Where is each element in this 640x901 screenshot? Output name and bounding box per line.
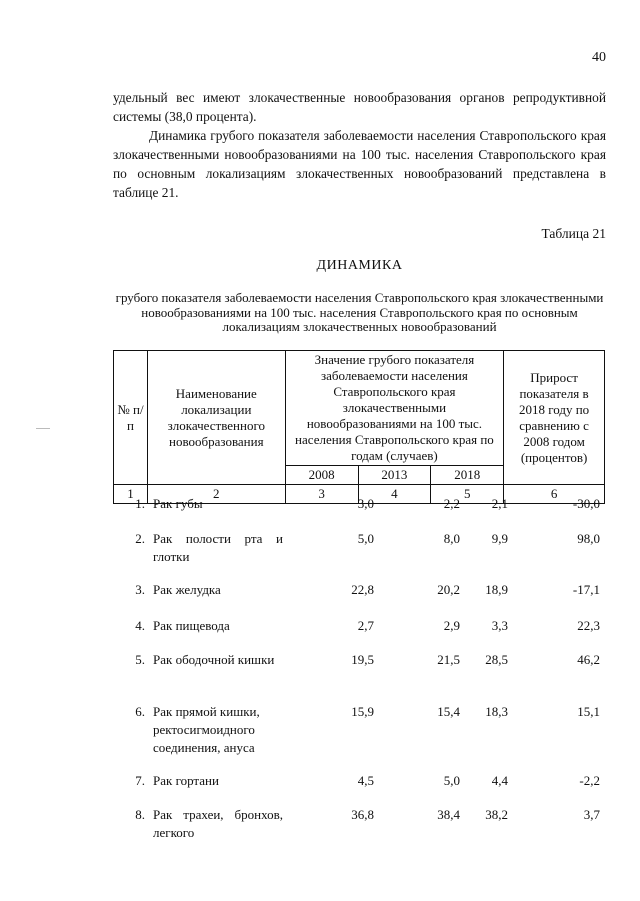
table-heading: ДИНАМИКА	[316, 258, 403, 273]
row-value-2013: 2,2	[443, 496, 460, 511]
row-value-2013: 21,5	[437, 652, 460, 667]
paragraph-1: удельный вес имеют злокачественные новообразования органов репродуктивной системы (38,0 процента).	[113, 90, 606, 124]
row-value-2018: 9,9	[491, 531, 508, 546]
row-value-2013: 8,0	[443, 531, 460, 546]
row-value-2018: 28,5	[485, 652, 508, 667]
row-value-2013: 20,2	[437, 582, 460, 597]
row-growth: 22,3	[577, 618, 600, 633]
row-growth: 98,0	[577, 531, 600, 546]
row-name: Рак желудка	[153, 582, 221, 597]
row-value-2013: 5,0	[443, 773, 460, 788]
header-value: Значение грубого показателя заболеваемости населения Ставропольского края злокачественными новообразованиями на 100 тыс. населения Ставропольского края по годам (случаев)	[285, 351, 503, 466]
margin-mark	[36, 428, 50, 429]
row-name: Рак полости рта и глотки	[153, 531, 283, 564]
header-year: 2008	[285, 466, 358, 485]
row-number: 7.	[135, 773, 145, 788]
row-value-2018: 3,3	[491, 618, 508, 633]
row-value-2008: 2,7	[357, 618, 374, 633]
row-name: Рак прямой кишки, ректосигмоидного соединения, ануса	[153, 704, 260, 755]
row-number: 4.	[135, 618, 145, 633]
row-value-2008: 15,9	[351, 704, 374, 719]
page-number: 40	[592, 50, 606, 65]
col-number: 4	[358, 485, 431, 504]
row-value-2018: 2,1	[491, 496, 508, 511]
row-growth: -30,0	[572, 496, 600, 511]
header-num: № п/п	[114, 351, 148, 485]
row-number: 2.	[135, 531, 145, 546]
row-value-2018: 18,3	[485, 704, 508, 719]
row-growth: 15,1	[577, 704, 600, 719]
paragraph-2-text: Динамика грубого показателя заболеваемости населения Ставропольского края злокачественными новообразованиями на 100 тыс. населения Ставропольского края по основным локализациям злокачественных новообразований представлена в таблице 21.	[113, 128, 606, 200]
col-number: 2	[147, 485, 285, 504]
row-growth: -2,2	[579, 773, 600, 788]
row-number: 3.	[135, 582, 145, 597]
row-name: Рак гортани	[153, 773, 219, 788]
row-name: Рак губы	[153, 496, 203, 511]
row-name: Рак трахеи, бронхов, легкого	[153, 807, 283, 840]
row-number: 8.	[135, 807, 145, 822]
row-value-2008: 22,8	[351, 582, 374, 597]
header-growth: Прирост показателя в 2018 году по сравнению с 2008 годом (процентов)	[504, 351, 605, 485]
row-value-2008: 36,8	[351, 807, 374, 822]
col-number: 6	[504, 485, 605, 504]
paragraph-2	[113, 126, 606, 202]
row-name: Рак пищевода	[153, 618, 230, 633]
row-number: 6.	[135, 704, 145, 719]
row-growth: 3,7	[583, 807, 600, 822]
header-year: 2013	[358, 466, 431, 485]
row-value-2018: 38,2	[485, 807, 508, 822]
col-number: 5	[431, 485, 504, 504]
table-header	[113, 350, 605, 504]
table-number: Таблица 21	[541, 226, 606, 241]
row-value-2008: 19,5	[351, 652, 374, 667]
row-value-2013: 15,4	[437, 704, 460, 719]
row-growth: -17,1	[572, 582, 600, 597]
col-number: 1	[114, 485, 148, 504]
row-number: 1.	[135, 496, 145, 511]
col-number: 3	[285, 485, 358, 504]
header-name: Наименование локализации злокачественного новообразования	[147, 351, 285, 485]
row-value-2008: 3,0	[357, 496, 374, 511]
row-value-2018: 4,4	[491, 773, 508, 788]
row-value-2013: 2,9	[443, 618, 460, 633]
row-value-2013: 38,4	[437, 807, 460, 822]
row-name: Рак ободочной кишки	[153, 652, 275, 667]
row-value-2008: 4,5	[357, 773, 374, 788]
header-year: 2018	[431, 466, 504, 485]
row-value-2018: 18,9	[485, 582, 508, 597]
table-subheading: грубого показателя заболеваемости населения Ставропольского края злокачественными новообразованиями на 100 тыс. населения Ставропольского края по основным локализациям злокачественных новообразований	[115, 290, 604, 334]
row-value-2008: 5,0	[357, 531, 374, 546]
row-growth: 46,2	[577, 652, 600, 667]
row-number: 5.	[135, 652, 145, 667]
